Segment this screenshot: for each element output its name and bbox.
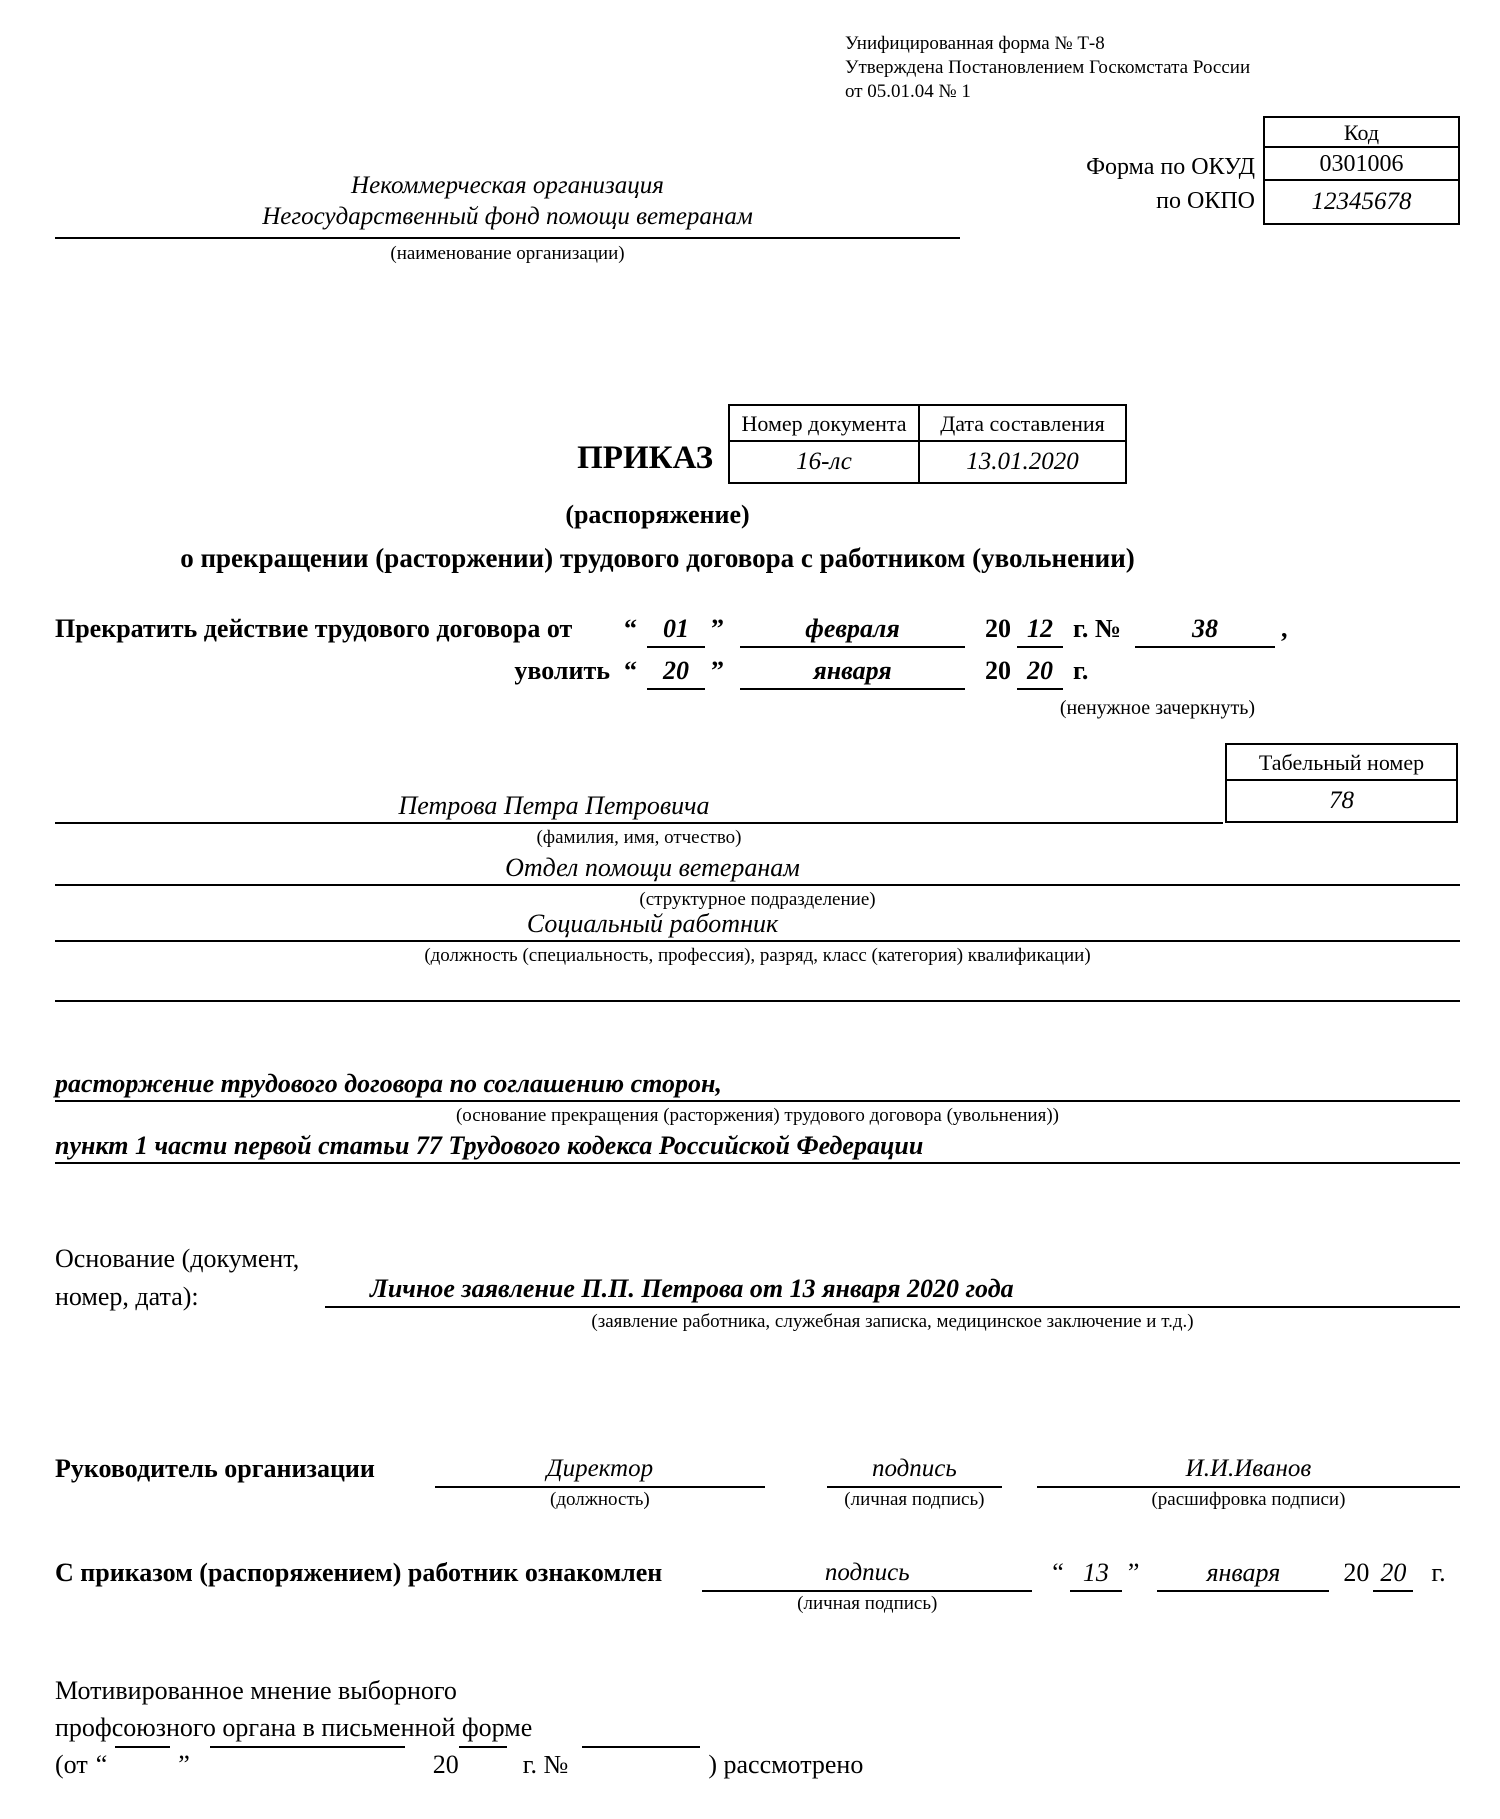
basis-value-column: [325, 1240, 1460, 1334]
order-subtitle-1: (распоряжение): [565, 500, 750, 529]
head-name-cell: [1037, 1452, 1460, 1512]
head-signature-field: подпись: [827, 1452, 1002, 1488]
fire-month-field: января: [740, 654, 965, 690]
code-box: [1263, 116, 1460, 225]
union-year-blank: [459, 1746, 507, 1748]
quote-close: ”: [711, 656, 724, 685]
code-labels: [1086, 150, 1255, 218]
head-name-caption: (расшифровка подписи): [1151, 1489, 1346, 1510]
fire-label: уволить: [514, 656, 610, 685]
code-box-header: Код: [1265, 118, 1458, 148]
grounds-line-2: пункт 1 части первой статьи 77 Трудового кодекса Российской Федерации: [55, 1130, 1460, 1164]
quote-close: ”: [711, 614, 724, 643]
union-tail: ) рассмотрено: [708, 1750, 864, 1779]
union-from-label: (от: [55, 1750, 88, 1779]
okpo-label: по ОКПО: [1156, 188, 1255, 214]
terminate-month-field: февраля: [740, 612, 965, 648]
ack-signature-field: подпись: [702, 1556, 1032, 1592]
ack-signature-cell: [702, 1556, 1032, 1616]
union-opinion-section: [55, 1672, 1460, 1783]
terminate-day-field: 01: [647, 612, 705, 648]
ack-day-field: 13: [1070, 1556, 1122, 1592]
okud-label: Форма по ОКУД: [1086, 154, 1255, 180]
employee-fio-field: Петрова Петра Петровича: [55, 790, 1223, 824]
okud-value: 0301006: [1265, 148, 1458, 181]
department-field: Отдел помощи ветеранам: [55, 852, 1460, 886]
union-line-3: [55, 1746, 1460, 1783]
grounds-caption: (основание прекращения (расторжения) трудового договора (увольнения)): [455, 1105, 1059, 1126]
quote-close: ”: [178, 1750, 190, 1779]
doc-number-date-table: [728, 404, 1127, 484]
head-position-caption: (должность): [550, 1489, 650, 1510]
tab-number-box: [1225, 743, 1458, 823]
union-line-1: Мотивированное мнение выборного: [55, 1676, 457, 1705]
ack-label: С приказом (распоряжением) работник ознакомлен: [55, 1558, 663, 1587]
year-suffix: г.: [1073, 656, 1089, 685]
termination-line-1: [55, 612, 1460, 648]
basis-label: [55, 1240, 325, 1316]
comma: ,: [1281, 614, 1288, 643]
position-caption: (должность (специальность, профессия), разряд, класс (категория) квалификации): [424, 945, 1091, 966]
terminate-label: Прекратить действие трудового договора от: [55, 614, 573, 643]
form-type-note: [845, 32, 1250, 104]
strike-note: (ненужное зачеркнуть): [1059, 697, 1255, 719]
union-number-label: г. №: [522, 1750, 569, 1779]
ack-century: 20: [1343, 1558, 1370, 1587]
quote-open: “: [624, 614, 637, 643]
position-field: Социальный работник: [55, 908, 1460, 942]
order-subtitle-2: о прекращении (расторжении) трудового договора с работником (увольнении): [180, 543, 1135, 573]
doc-date-column: [920, 404, 1127, 484]
basis-value-field: Личное заявление П.П. Петрова от 13 января 2020 года: [325, 1272, 1460, 1308]
head-position-cell: [435, 1452, 765, 1512]
doc-date-value: 13.01.2020: [966, 448, 1079, 475]
terminate-number-field: 38: [1135, 612, 1275, 648]
form-date-line: от 05.01.04 № 1: [845, 81, 971, 102]
tab-number-header: Табельный номер: [1227, 745, 1456, 781]
termination-section: [55, 612, 1460, 720]
basis-label-line2: номер, дата):: [55, 1282, 199, 1311]
head-position-field: Директор: [435, 1452, 765, 1488]
union-day-blank: [115, 1746, 170, 1748]
ack-year-suffix: г.: [1431, 1558, 1446, 1587]
terminate-number-label: г. №: [1073, 614, 1122, 643]
form-type-line: Унифицированная форма № Т-8: [845, 33, 1105, 54]
head-signature-cell: [827, 1452, 1002, 1512]
terminate-year-field: 12: [1017, 612, 1063, 648]
tab-number-value: 78: [1329, 787, 1354, 814]
doc-date-header: Дата составления: [920, 406, 1125, 442]
termination-line-2: [55, 654, 1460, 690]
grounds-section: [55, 1068, 1460, 1164]
basis-label-line1: Основание (документ,: [55, 1244, 300, 1273]
fire-year-field: 20: [1017, 654, 1063, 690]
doc-number-column: [728, 404, 920, 484]
fire-day-field: 20: [647, 654, 705, 690]
employee-fio-caption: (фамилия, имя, отчество): [536, 827, 742, 848]
form-approved-line: Утверждена Постановлением Госкомстата России: [845, 57, 1251, 78]
empty-ruled-line: [55, 970, 1460, 1002]
fire-century: 20: [985, 656, 1011, 685]
doc-number-value: 16-лс: [796, 448, 852, 475]
head-label: Руководитель организации: [55, 1454, 375, 1483]
union-number-blank: [582, 1746, 700, 1748]
quote-open: “: [95, 1750, 108, 1779]
organization-name-field: [55, 170, 960, 239]
okpo-value: 12345678: [1311, 188, 1412, 215]
ack-month-field: января: [1157, 1556, 1329, 1592]
doc-number-header: Номер документа: [730, 406, 918, 442]
quote-close: ”: [1127, 1558, 1140, 1587]
department-caption: (структурное подразделение): [639, 889, 876, 910]
grounds-line-1: расторжение трудового договора по соглашению сторон,: [55, 1068, 1460, 1102]
basis-caption: (заявление работника, служебная записка, медицинское заключение и т.д.): [591, 1311, 1194, 1332]
terminate-century: 20: [985, 614, 1011, 643]
ack-signature-caption: (личная подпись): [797, 1593, 938, 1614]
union-century: 20: [432, 1750, 459, 1779]
quote-open: “: [1052, 1558, 1064, 1587]
organization-name-line2: Негосударственный фонд помощи ветеранам: [262, 203, 753, 230]
head-signature-row: [55, 1452, 1460, 1512]
union-month-blank: [210, 1746, 405, 1748]
acknowledgment-row: [55, 1556, 1460, 1616]
organization-caption: (наименование организации): [390, 243, 625, 264]
basis-section: [55, 1240, 1460, 1334]
organization-name-line1: Некоммерческая организация: [351, 172, 664, 199]
order-word: ПРИКАЗ: [577, 440, 713, 476]
ack-year-field: 20: [1373, 1556, 1413, 1592]
head-signature-caption: (личная подпись): [844, 1489, 985, 1510]
union-line-2: профсоюзного органа в письменной форме: [55, 1713, 533, 1742]
head-name-field: И.И.Иванов: [1037, 1452, 1460, 1488]
quote-open: “: [624, 656, 637, 685]
